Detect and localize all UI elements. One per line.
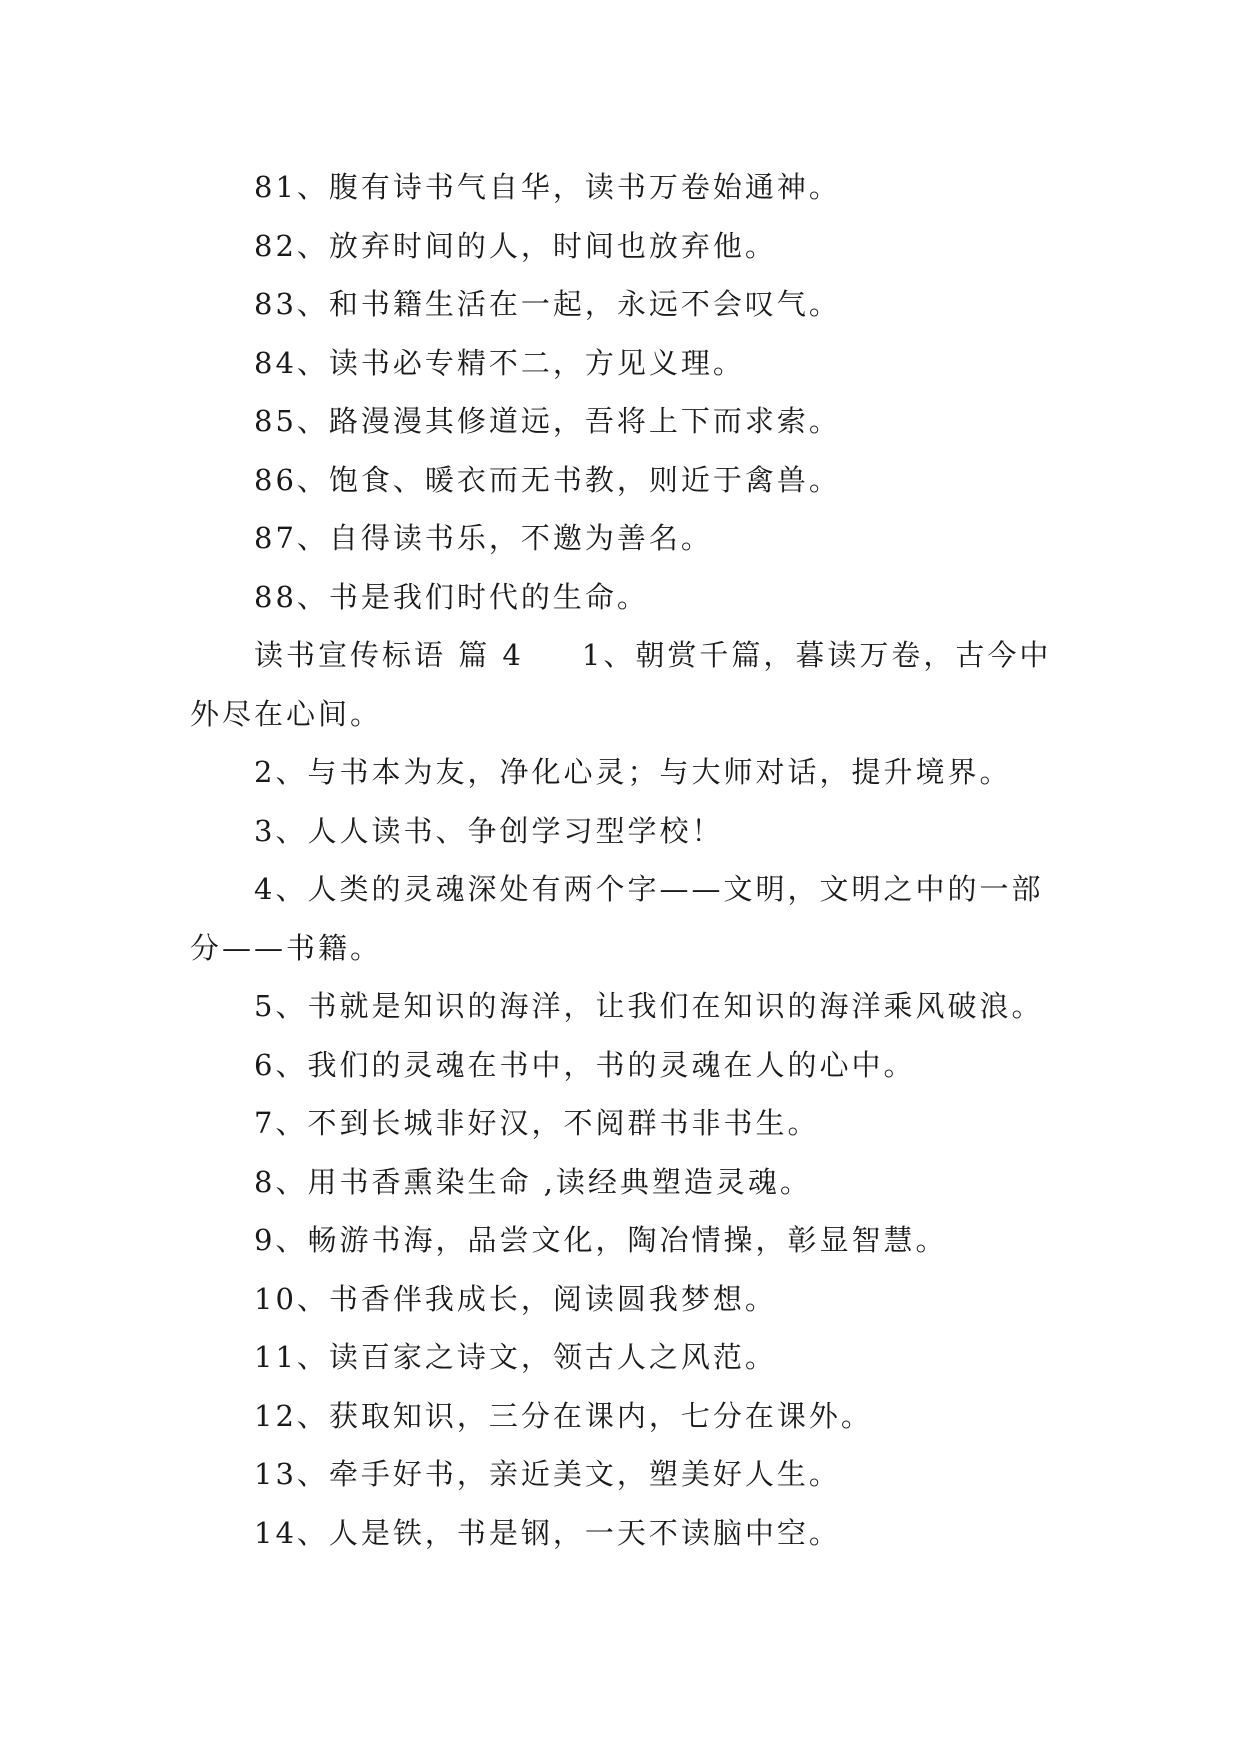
list-item: 12、获取知识，三分在课内，七分在课外。	[254, 1398, 873, 1433]
list-item: 4、人类的灵魂深处有两个字——文明，文明之中的一部分——书籍。	[190, 872, 1044, 965]
list-item: 13、牵手好书，亲近美文，塑美好人生。	[254, 1457, 841, 1491]
list-item: 81、腹有诗书气自华，读书万卷始通神。	[254, 170, 841, 204]
list-item: 7、不到长城非好汉，不阅群书非书生。	[254, 1106, 820, 1140]
list-item: 86、饱食、暖衣而无书教，则近于禽兽。	[254, 462, 841, 497]
document-body	[190, 158, 1070, 1562]
list-item: 11、读百家之诗文，领古人之风范。	[254, 1340, 777, 1374]
list-item: 3、人人读书、争创学习型学校！	[254, 813, 724, 848]
list-item: 8、用书香熏染生命 ,读经典塑造灵魂。	[254, 1164, 812, 1199]
list-item: 1、朝赏千篇，暮读万卷，古今中外尽在心间。	[190, 638, 1052, 731]
list-item: 14、人是铁，书是钢，一天不读脑中空。	[254, 1515, 841, 1550]
list-item: 85、路漫漫其修道远，吾将上下而求索。	[254, 404, 841, 438]
list-item: 82、放弃时间的人，时间也放弃他。	[254, 228, 777, 263]
list-item: 87、自得读书乐，不邀为善名。	[254, 521, 713, 555]
list-item: 9、畅游书海，品尝文化，陶冶情操，彰显智慧。	[254, 1223, 948, 1257]
list-item: 84、读书必专精不二，方见义理。	[254, 345, 745, 380]
list-item: 2、与书本为友，净化心灵；与大师对话，提升境界。	[254, 755, 1012, 789]
section-heading: 读书宣传标语 篇 4	[254, 638, 524, 672]
list-item: 88、书是我们时代的生命。	[254, 579, 649, 614]
list-item: 6、我们的灵魂在书中，书的灵魂在人的心中。	[254, 1047, 916, 1082]
list-item: 10、书香伴我成长，阅读圆我梦想。	[254, 1281, 777, 1316]
list-item: 5、书就是知识的海洋，让我们在知识的海洋乘风破浪。	[254, 989, 1044, 1023]
list-item: 83、和书籍生活在一起，永远不会叹气。	[254, 287, 841, 321]
section-paragraph	[190, 626, 1070, 743]
